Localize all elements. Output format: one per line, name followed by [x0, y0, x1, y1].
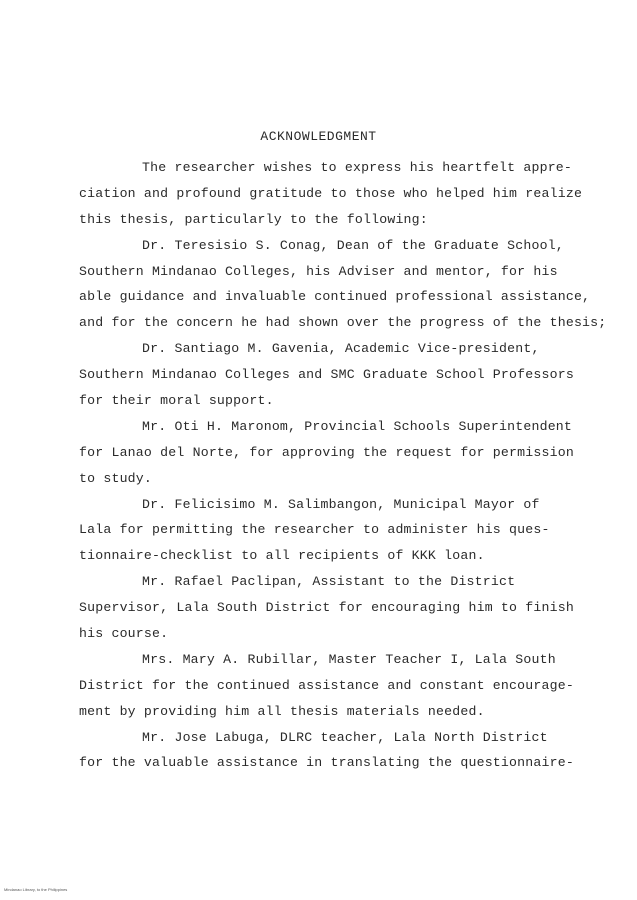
paragraph-intro [79, 155, 589, 233]
text-line: Dr. Teresisio S. Conag, Dean of the Graduate School, [142, 237, 564, 253]
page-title: ACKNOWLEDGMENT [260, 129, 377, 144]
text-line: Supervisor, Lala South District for encouraging him to finish [79, 600, 574, 616]
text-line: District for the continued assistance and constant encourage- [79, 677, 574, 693]
text-line: for the valuable assistance in translating the questionnaire- [79, 755, 574, 771]
text-line: Mr. Rafael Paclipan, Assistant to the District [142, 574, 516, 590]
paragraph-conag [79, 233, 607, 337]
text-line: for their moral support. [79, 393, 274, 409]
paragraph-salimbangon [79, 492, 589, 570]
text-line: his course. [79, 626, 169, 642]
archive-footer-note: Mindanao Library, to the Philippines [4, 887, 68, 892]
text-line: ment by providing him all thesis materials needed. [79, 703, 485, 719]
paragraph-labuga [79, 725, 589, 777]
text-line: to study. [79, 470, 153, 486]
text-line: this thesis, particularly to the following: [79, 211, 428, 227]
text-line: Southern Mindanao Colleges, his Adviser and mentor, for his [79, 263, 558, 279]
paragraph-maronom [79, 414, 589, 492]
text-line: Lala for permitting the researcher to administer his ques- [79, 522, 550, 538]
acknowledgment-body [79, 155, 607, 776]
text-line: Dr. Felicisimo M. Salimbangon, Municipal Mayor of [142, 496, 540, 512]
paragraph-paclipan [79, 569, 589, 647]
text-line: and for the concern he had shown over the progress of the thesis; [79, 315, 607, 331]
text-line: Mr. Jose Labuga, DLRC teacher, Lala North District [142, 729, 548, 745]
text-line: ciation and profound gratitude to those who helped him realize [79, 185, 583, 201]
text-line: able guidance and invaluable continued professional assistance, [79, 289, 591, 305]
text-line: for Lanao del Norte, for approving the request for permission [79, 444, 574, 460]
paragraph-gavenia [79, 336, 589, 414]
text-line: tionnaire-checklist to all recipients of KKK loan. [79, 548, 485, 564]
text-line: Southern Mindanao Colleges and SMC Graduate School Professors [79, 367, 574, 383]
text-line: Mrs. Mary A. Rubillar, Master Teacher I, Lala South [142, 651, 556, 667]
text-line: The researcher wishes to express his heartfelt appre- [142, 160, 573, 175]
text-line: Mr. Oti H. Maronom, Provincial Schools Superintendent [142, 418, 573, 434]
text-line: Dr. Santiago M. Gavenia, Academic Vice-president, [142, 341, 540, 357]
paragraph-rubillar [79, 647, 589, 725]
